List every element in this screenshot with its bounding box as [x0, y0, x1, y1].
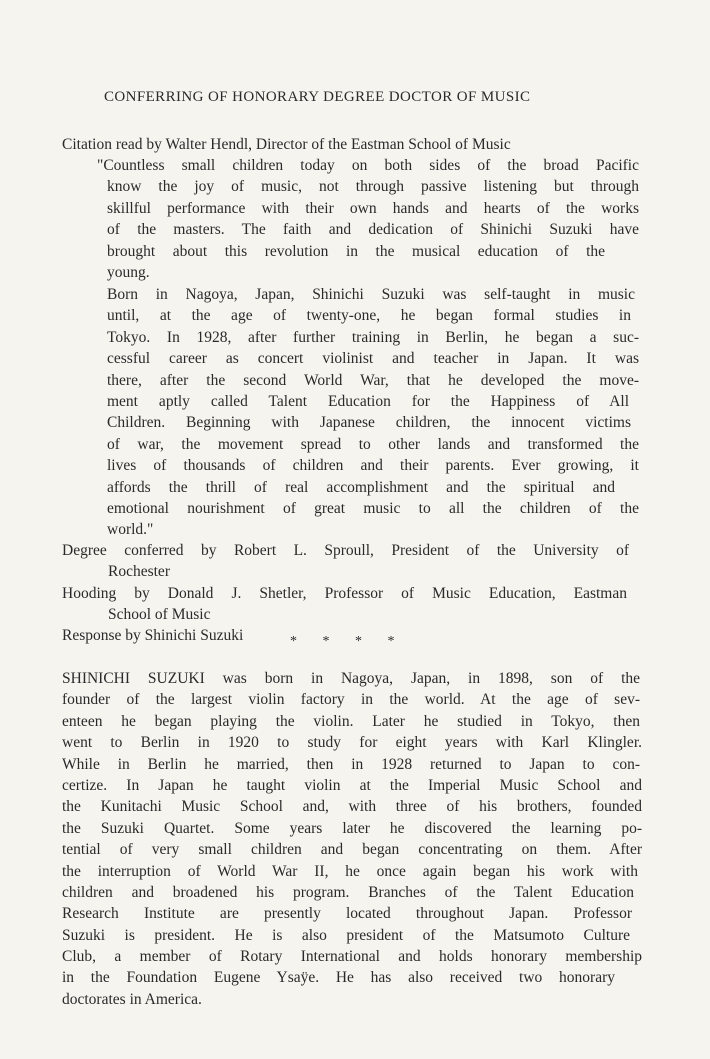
text-line: lives of thousands of children and their parents. Ever growing, it [107, 457, 639, 475]
hooding [62, 583, 642, 626]
text-line: of the masters. The faith and dedication of Shinichi Suzuki have [107, 221, 639, 239]
text-line: Children. Beginning with Japanese children, the innocent victims [107, 414, 631, 432]
text-line: until, at the age of twenty-one, he began formal studies in [107, 307, 631, 325]
citation-header-line: Citation read by Walter Hendl, Director of the Eastman School of Music [62, 136, 511, 153]
degree-conferred [62, 540, 642, 583]
text-line: skillful performance with their own hands and hearts of the works [107, 199, 639, 217]
text-line: of war, the movement spread to other lands and transformed the [107, 435, 639, 453]
text-line: young. [107, 263, 150, 281]
text-line: Tokyo. In 1928, after further training in Berlin, he began a suc- [107, 328, 639, 346]
citation-paragraph-2 [107, 284, 639, 541]
text-line: Hooding by Donald J. Shetler, Professor of Music Education, Eastman [62, 585, 627, 602]
text-line: there, after the second World War, that he developed the move- [107, 371, 639, 389]
text-line: affords the thrill of real accomplishment and the spiritual and [107, 478, 615, 496]
text-line: Response by Shinichi Suzuki [62, 627, 244, 644]
text-line: While in Berlin he married, then in 1928 returned to Japan to con- [62, 755, 640, 773]
text-line: tential of very small children and began concentrating on them. After [62, 841, 642, 859]
text-line: doctorates in America. [62, 990, 202, 1008]
text-line: Club, a member of Rotary International and holds honorary membership [62, 948, 642, 966]
page-title: CONFERRING OF HONORARY DEGREE DOCTOR OF MUSIC [104, 89, 531, 105]
biography-paragraph [62, 668, 644, 1010]
text-line: certize. In Japan he taught violin at the Imperial Music School and [62, 776, 642, 794]
text-line: the Kunitachi Music School and, with three of his brothers, founded [62, 798, 642, 816]
text-line: Rochester [108, 563, 170, 581]
response [62, 625, 243, 646]
text-line: founder of the largest violin factory in the world. At the age of sev- [62, 691, 640, 709]
text-line: went to Berlin in 1920 to study for eight years with Karl Klingler. [62, 734, 642, 752]
text-line: Suzuki is president. He is also president of the Matsumoto Culture [62, 926, 630, 944]
text-line: School of Music [108, 606, 211, 624]
text-line: in the Foundation Eugene Ysaÿe. He has also received two honorary [62, 969, 615, 987]
citation-paragraph-1 [97, 155, 639, 176]
citation-paragraph-1-body [107, 176, 639, 283]
citation-header [62, 134, 657, 155]
text-line: enteen he began playing the violin. Later he studied in Tokyo, then [62, 712, 640, 730]
text-line: children and broadened his program. Branches of the Talent Education [62, 883, 634, 901]
text-line: cessful career as concert violinist and teacher in Japan. It was [107, 350, 639, 368]
text-line: "Countless small children today on both sides of the broad Pacific [97, 157, 639, 174]
text-line: Degree conferred by Robert L. Sproull, President of the University of [62, 542, 629, 559]
text-line: the interruption of World War II, he once again began his work with [62, 862, 638, 880]
text-line: brought about this revolution in the musical education of the [107, 242, 605, 260]
text-line: Born in Nagoya, Japan, Shinichi Suzuki was self-taught in music [107, 286, 635, 303]
text-line: world." [107, 521, 154, 539]
text-line: the Suzuki Quartet. Some years later he discovered the learning po- [62, 819, 642, 837]
text-line: emotional nourishment of great music to all the children of the [107, 499, 639, 517]
text-line: SHINICHI SUZUKI was born in Nagoya, Japan, in 1898, son of the [62, 670, 640, 687]
text-line: Research Institute are presently located throughout Japan. Professor [62, 905, 632, 923]
section-separator: * * * * [290, 634, 395, 649]
text-line: know the joy of music, not through passive listening but through [107, 178, 639, 196]
text-line: ment aptly called Talent Education for the Happiness of All [107, 392, 629, 410]
